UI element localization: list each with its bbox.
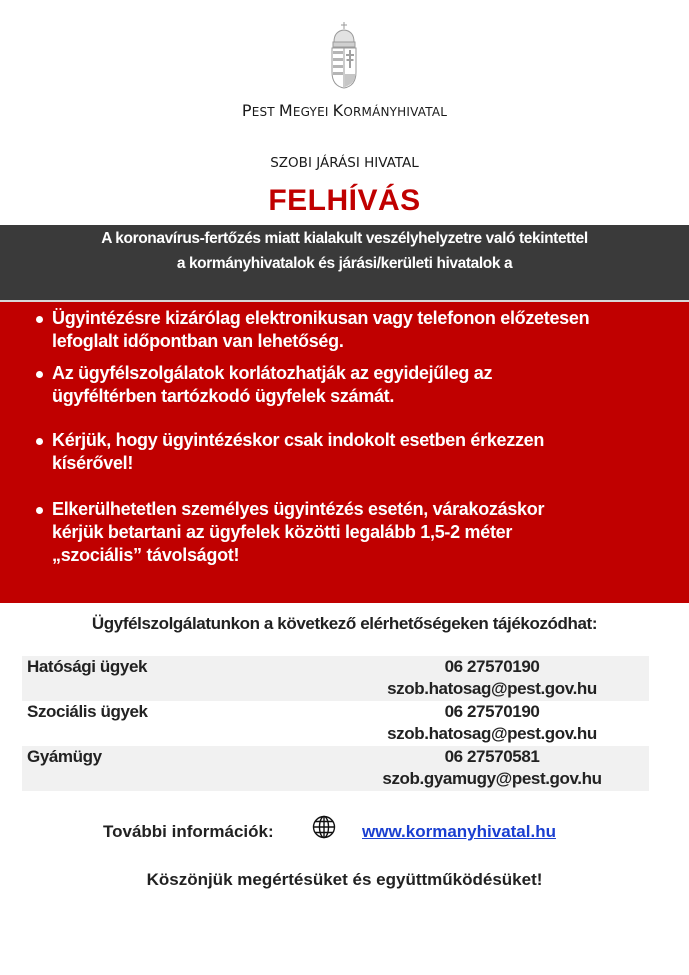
intro-line: A koronavírus-fertőzés miatt kialakult veszélyhelyzetre való tekintettel [101,230,588,247]
contact-table [22,656,649,791]
notice-list: Ügyintézésre kizárólag elektronikusan vagy telefonon előzetesen lefoglalt időpontban van lehetőség. Az ügyfélszolgálatok korlátozhatják az egyidejűleg az ügyféltérben tartózkodó ügyfelek számát. Kérjük, hogy ügyintézéskor csak indokolt esetben érkezzen kísérővel! Elkerülhetetlen személyes ügyintézés esetén, várakozáskor kérjük betartani az ügyfelek közötti legalább 1,5-2 méter „szociális” távolságot! [0,302,689,603]
bullet-icon [36,371,43,378]
thanks-message: Köszönjük megértésüket és együttműködésüket! [146,870,543,889]
website-link[interactable]: www.kormanyhivatal.hu [362,822,556,841]
notice-title: FELHÍVÁS [268,184,421,217]
contact-phone[interactable]: 06 27570581 [444,747,540,766]
contact-row [22,746,649,791]
contact-row [22,701,649,746]
contact-department: Szociális ügyek [27,702,148,721]
intro-line: a kormányhivatalok és járási/kerületi hivatalok a [176,255,513,272]
more-info-label: További információk: [103,822,274,841]
contact-email[interactable]: szob.gyamugy@pest.gov.hu [382,769,602,788]
contact-phone[interactable]: 06 27570190 [444,657,540,676]
contact-department: Gyámügy [27,747,102,766]
coat-of-arms-icon [329,20,359,90]
organization-name: PEST MEGYEI KORMÁNYHIVATAL [241,101,448,120]
contact-phone[interactable]: 06 27570190 [444,702,540,721]
contact-email[interactable]: szob.hatosag@pest.gov.hu [387,724,597,743]
globe-icon [312,815,336,839]
bullet-icon [36,438,43,445]
contact-department: Hatósági ügyek [27,657,148,676]
intro-band [0,225,689,300]
office-name: SZOBI JÁRÁSI HIVATAL [270,155,419,171]
contact-email[interactable]: szob.hatosag@pest.gov.hu [387,679,597,698]
bullet-icon [36,316,43,323]
contact-intro: Ügyfélszolgálatunkon a következő elérhetőségeken tájékozódhat: [91,614,598,633]
contact-row [22,656,649,701]
bullet-icon [36,507,43,514]
